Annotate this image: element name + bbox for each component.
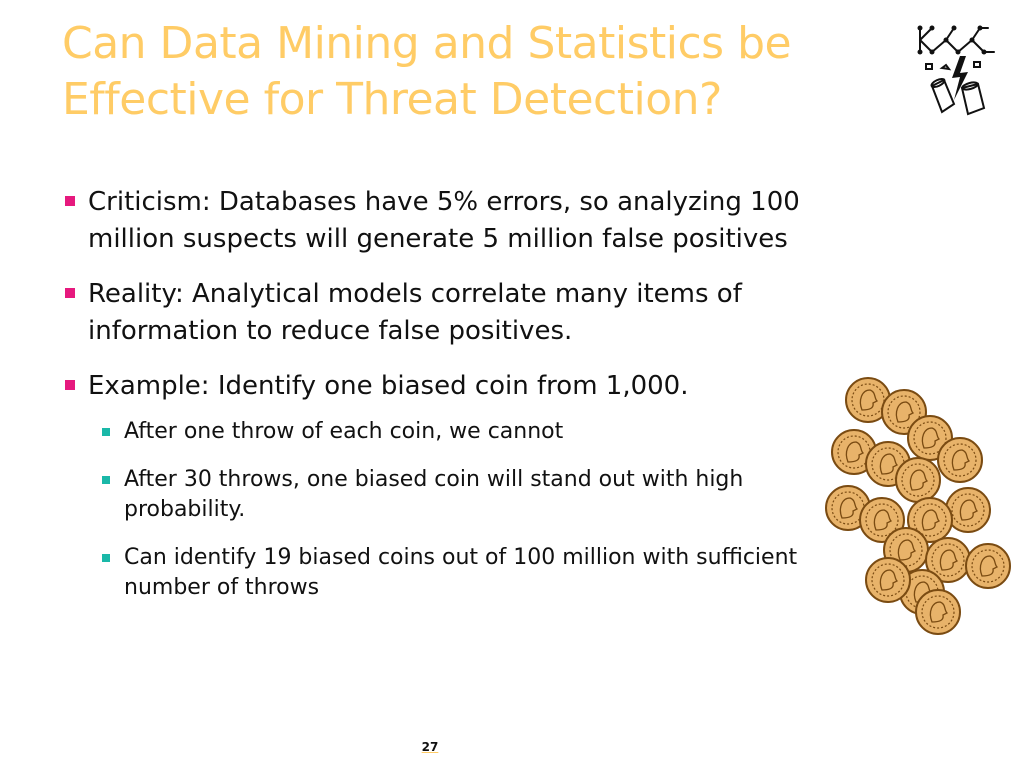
bullet-square-icon (65, 380, 75, 390)
sub-bullet-text: After one throw of each coin, we cannot (124, 419, 564, 444)
page-number: 27 (421, 740, 439, 754)
coin-icon (946, 488, 990, 532)
coin-icon (938, 438, 982, 482)
network-lightning-icon (914, 22, 1000, 126)
coin-icon (966, 544, 1010, 588)
title-line-1: Can Data Mining and Statistics be (62, 18, 792, 69)
bullet-list (62, 184, 862, 621)
coin-icon (916, 590, 960, 634)
title-line-2: Effective for Threat Detection? (62, 74, 722, 125)
bullet-square-icon (65, 288, 75, 298)
bullet-square-icon (65, 196, 75, 206)
sub-bullet-item (100, 417, 824, 447)
sub-bullet-text: After 30 throws, one biased coin will stand out with high probability. (124, 467, 744, 522)
bullet-item (62, 368, 862, 405)
sub-bullet-square-icon (102, 476, 110, 484)
coin-pile-icon (818, 360, 1024, 640)
bullet-text: Criticism: Databases have 5% errors, so analyzing 100 million suspects will generate 5 million false positives (88, 187, 800, 254)
bullet-text: Reality: Analytical models correlate many items of information to reduce false positives. (88, 279, 742, 346)
slide-title (62, 16, 912, 128)
bullet-text: Example: Identify one biased coin from 1,000. (88, 371, 689, 401)
coin-icon (896, 458, 940, 502)
coin-icon (866, 558, 910, 602)
bullet-item (62, 276, 862, 350)
sub-bullet-square-icon (102, 428, 110, 436)
sub-bullet-text: Can identify 19 biased coins out of 100 million with sufficient number of throws (124, 545, 798, 600)
bullet-item (62, 184, 862, 258)
sub-bullet-item (100, 543, 824, 603)
sub-bullet-square-icon (102, 554, 110, 562)
sub-bullet-item (100, 465, 824, 525)
